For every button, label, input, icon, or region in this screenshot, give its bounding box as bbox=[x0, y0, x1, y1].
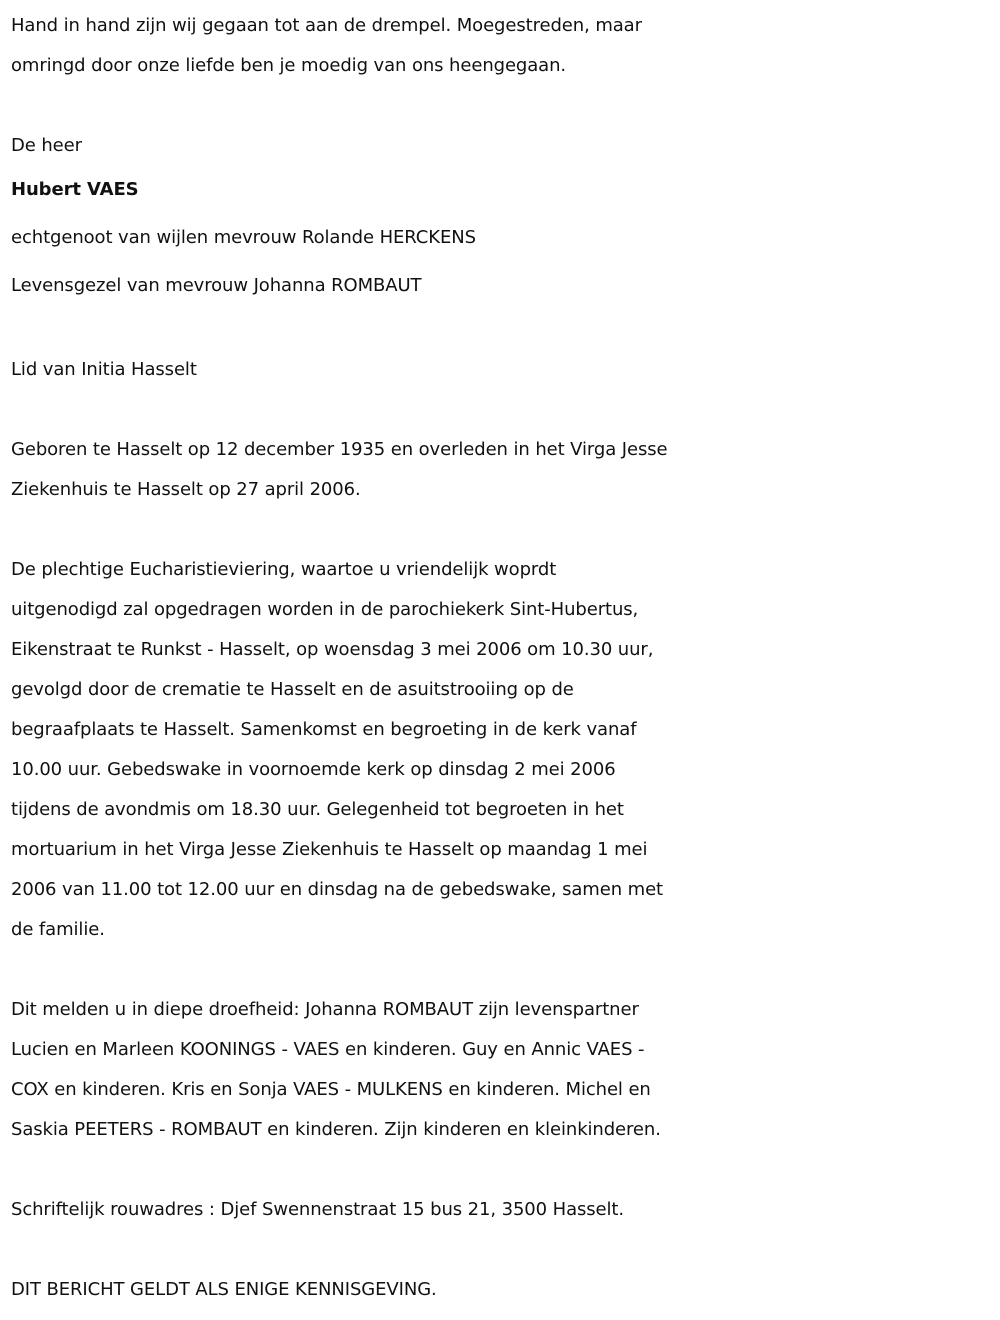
ceremony-line: 2006 van 11.00 tot 12.00 uur en dinsdag na de gebedswake, samen met bbox=[11, 879, 664, 900]
deceased-name: Hubert VAES bbox=[11, 179, 139, 200]
mourning-address: Schriftelijk rouwadres : Djef Swennenstraat 15 bus 21, 3500 Hasselt. bbox=[11, 1199, 625, 1220]
ceremony-paragraph bbox=[11, 550, 1000, 950]
ceremony-line: tijdens de avondmis om 18.30 uur. Gelegenheid tot begroeten in het bbox=[11, 799, 624, 820]
birth-death-paragraph bbox=[11, 430, 1000, 510]
honorific: De heer bbox=[11, 135, 82, 156]
family-line: Dit melden u in diepe droefheid: Johanna ROMBAUT zijn levenspartner bbox=[11, 999, 639, 1020]
partner-line: Levensgezel van mevrouw Johanna ROMBAUT bbox=[11, 275, 422, 296]
notice-line: DIT BERICHT GELDT ALS ENIGE KENNISGEVING. bbox=[11, 1279, 437, 1300]
intro-paragraph bbox=[11, 6, 1000, 86]
birth-death-line: Ziekenhuis te Hasselt op 27 april 2006. bbox=[11, 479, 361, 500]
family-line: COX en kinderen. Kris en Sonja VAES - MULKENS en kinderen. Michel en bbox=[11, 1079, 651, 1100]
family-line: Saskia PEETERS - ROMBAUT en kinderen. Zijn kinderen en kleinkinderen. bbox=[11, 1119, 661, 1140]
intro-line: Hand in hand zijn wij gegaan tot aan de drempel. Moegestreden, maar bbox=[11, 15, 642, 36]
intro-line: omringd door onze liefde ben je moedig van ons heengegaan. bbox=[11, 55, 567, 76]
ceremony-line: mortuarium in het Virga Jesse Ziekenhuis te Hasselt op maandag 1 mei bbox=[11, 839, 648, 860]
ceremony-line: 10.00 uur. Gebedswake in voornoemde kerk op dinsdag 2 mei 2006 bbox=[11, 759, 616, 780]
ceremony-line: De plechtige Eucharistieviering, waartoe u vriendelijk woprdt bbox=[11, 559, 557, 580]
birth-death-line: Geboren te Hasselt op 12 december 1935 en overleden in het Virga Jesse bbox=[11, 439, 668, 460]
family-paragraph bbox=[11, 990, 1000, 1150]
ceremony-line: Eikenstraat te Runkst - Hasselt, op woensdag 3 mei 2006 om 10.30 uur, bbox=[11, 639, 654, 660]
ceremony-line: gevolgd door de crematie te Hasselt en de asuitstrooiing op de bbox=[11, 679, 574, 700]
family-line: Lucien en Marleen KOONINGS - VAES en kinderen. Guy en Annic VAES - bbox=[11, 1039, 645, 1060]
ceremony-line: uitgenodigd zal opgedragen worden in de parochiekerk Sint-Hubertus, bbox=[11, 599, 639, 620]
ceremony-line: begraafplaats te Hasselt. Samenkomst en begroeting in de kerk vanaf bbox=[11, 719, 637, 740]
membership-line: Lid van Initia Hasselt bbox=[11, 359, 197, 380]
spouse-line: echtgenoot van wijlen mevrouw Rolande HERCKENS bbox=[11, 227, 476, 248]
ceremony-line: de familie. bbox=[11, 919, 105, 940]
